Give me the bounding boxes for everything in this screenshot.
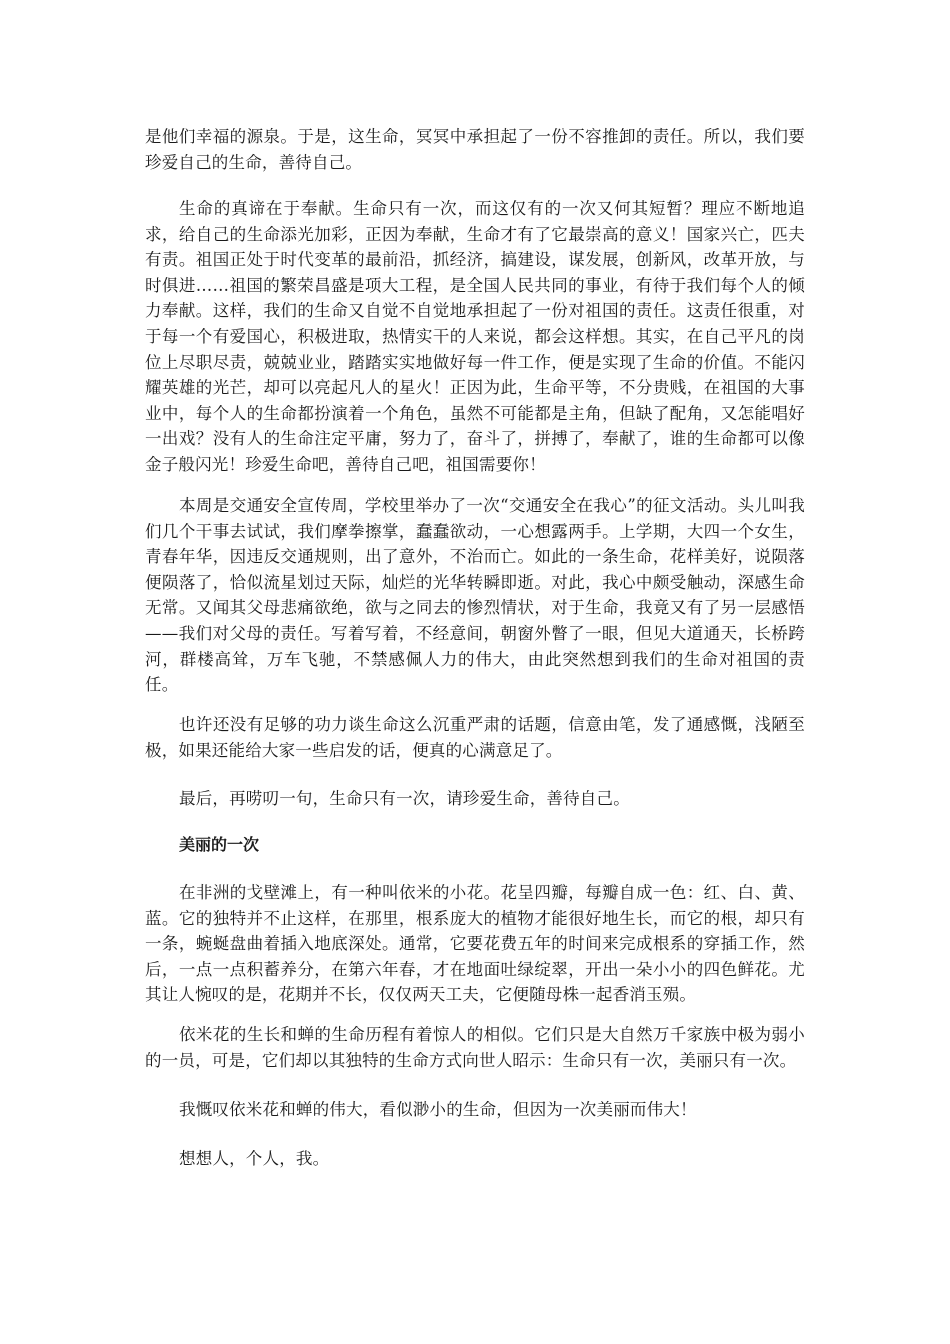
- paragraph-6: 在非洲的戈壁滩上，有一种叫依米的小花。花呈四瓣，每瓣自成一色：红、白、黄、蓝。它的独特并不止这样，在那里，根系庞大的植物才能很好地生长，而它的根，却只有一条，蜿蜒盘曲着插入地底深处。通常，它要花费五年的时间来完成根系的穿插工作，然后，一点一点积蓄养分，在第六年春，才在地面吐绿绽翠，开出一朵小小的四色鲜花。尤其让人惋叹的是，花期并不长，仅仅两天工夫，它便随母株一起香消玉殒。: [145, 883, 805, 1005]
- paragraph-2: 生命的真谛在于奉献。生命只有一次，而这仅有的一次又何其短暂？理应不断地追求，给自己的生命添光加彩，正因为奉献，生命才有了它最崇高的意义！国家兴亡，匹夫有责。祖国正处于时代变革的最前沿，抓经济，搞建设，谋发展，创新风，改革开放，与时俱进……祖国的繁荣昌盛是项大工程，是全国人民共同的事业，有待于我们每个人的倾力奉献。这样，我们的生命又自觉不自觉地承担起了一份对祖国的责任。这责任很重，对于每一个有爱国心，积极进取，热情实干的人来说，都会这样想。其实，在自己平凡的岗位上尽职尽责，兢兢业业，踏踏实实地做好每一件工作，便是实现了生命的价值。不能闪耀英雄的光芒，却可以亮起凡人的星火！正因为此，生命平等，不分贵贱，在祖国的大事业中，每个人的生命都扮演着一个角色，虽然不可能都是主角，但缺了配角，又怎能唱好一出戏？没有人的生命注定平庸，努力了，奋斗了，拼搏了，奉献了，谁的生命都可以像金子般闪光！珍爱生命吧，善待自己吧，祖国需要你！: [145, 199, 805, 474]
- paragraph-3: 本周是交通安全宣传周，学校里举办了一次“交通安全在我心”的征文活动。头儿叫我们几个干事去试试，我们摩拳擦掌，蠢蠢欲动，一心想露两手。上学期，大四一个女生，青春年华，因违反交通规则，出了意外，不治而亡。如此的一条生命，花样美好，说陨落便陨落了，恰似流星划过天际，灿烂的光华转瞬即逝。对此，我心中颇受触动，深感生命无常。又闻其父母悲痛欲绝，欲与之同去的惨烈情状，对于生命，我竟又有了另一层感悟——我们对父母的责任。写着写着，不经意间，朝窗外瞥了一眼，但见大道通天，长桥跨河，群楼高耸，万车飞驰，不禁感佩人力的伟大，由此突然想到我们的生命对祖国的责任。: [145, 496, 805, 695]
- paragraph-4: 也许还没有足够的功力谈生命这么沉重严肃的话题，信意由笔，发了通感慨，浅陋至极，如果还能给大家一些启发的话，便真的心满意足了。: [145, 715, 805, 760]
- paragraph-8: 我慨叹依米花和蝉的伟大，看似渺小的生命，但因为一次美丽而伟大！: [179, 1100, 697, 1119]
- paragraph-7: 依米花的生长和蝉的生命历程有着惊人的相似。它们只是大自然万千家族中极为弱小的一员，可是，它们却以其独特的生命方式向世人昭示：生命只有一次，美丽只有一次。: [145, 1025, 805, 1070]
- paragraph-9: 想想人，个人，我。: [179, 1149, 330, 1168]
- paragraph-1: 是他们幸福的源泉。于是，这生命，冥冥中承担起了一份不容推卸的责任。所以，我们要珍爱自己的生命，善待自己。: [145, 127, 805, 172]
- paragraph-5: 最后，再唠叨一句，生命只有一次，请珍爱生命，善待自己。: [179, 789, 630, 808]
- section-heading: 美丽的一次: [179, 835, 260, 854]
